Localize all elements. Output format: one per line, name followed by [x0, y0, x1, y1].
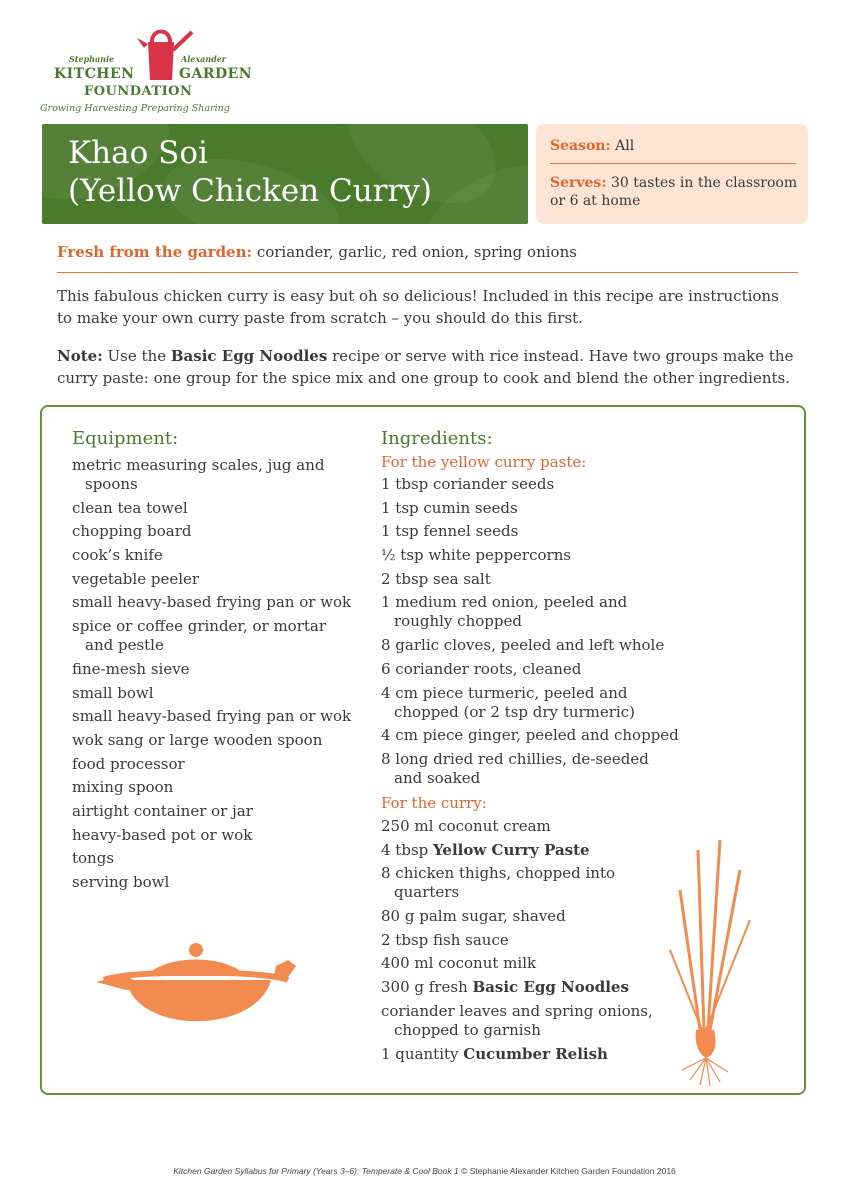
list-item: airtight container or jar [72, 801, 253, 820]
season-value: All [615, 138, 635, 154]
serves-value: 30 tastes in the classroom or 6 at home [550, 175, 798, 209]
wok-illustration [96, 940, 296, 1040]
page-title [68, 134, 432, 210]
list-item: tongs [72, 849, 115, 868]
ingredients-heading: Ingredients: [381, 428, 493, 449]
list-item: 6 coriander roots, cleaned [381, 659, 582, 678]
list-item: 1 tsp cumin seeds [381, 498, 518, 517]
note-paragraph [57, 345, 797, 389]
footer-copyright: © Stephanie Alexander Kitchen Garden Foundation 2016 [461, 1166, 676, 1176]
ingredient-text: coriander leaves and spring onions, chopped to garnish [381, 1001, 653, 1039]
ingredient-text: 1 quantity [381, 1044, 464, 1063]
ingredient-text: 400 ml coconut milk [381, 954, 537, 973]
logo-text-stephanie: Stephanie [69, 54, 115, 64]
ingredient-recipe-link-text: Cucumber Relish [463, 1044, 608, 1063]
footer [0, 1166, 849, 1176]
logo-text-kitchen: KITCHEN [54, 66, 135, 82]
list-item: chopping board [72, 522, 192, 541]
list-item [381, 817, 681, 836]
curry-ingredients-list [381, 817, 681, 1068]
list-item: food processor [72, 754, 185, 773]
ingredient-text: 8 chicken thighs, chopped into quarters [381, 864, 616, 902]
season-serves-box [536, 124, 808, 224]
list-item: small bowl [72, 683, 154, 702]
list-item: spice or coffee grinder, or mortar and pestle [72, 617, 327, 655]
season-row [550, 138, 634, 154]
list-item: 1 medium red onion, peeled and roughly chopped [381, 593, 628, 631]
list-item: heavy-based pot or wok [72, 825, 253, 844]
title-banner [42, 124, 528, 224]
footer-book: Kitchen Garden Syllabus for Primary (Years 3–6): Temperate & Cool Book 1 [173, 1166, 459, 1176]
list-item [381, 841, 681, 860]
note-bold: Basic Egg Noodles [170, 347, 328, 365]
fresh-from-garden [57, 243, 577, 261]
list-item: clean tea towel [72, 498, 188, 517]
curry-heading: For the curry: [381, 794, 487, 812]
foundation-logo [40, 22, 270, 122]
list-item: 4 cm piece ginger, peeled and chopped [381, 726, 679, 745]
ingredient-text: 4 tbsp [381, 840, 434, 859]
note-label: Note: [57, 347, 103, 365]
list-item: metric measuring scales, jug and spoons [72, 456, 325, 493]
list-item: 8 garlic cloves, peeled and left whole [381, 636, 665, 655]
equipment-heading: Equipment: [72, 428, 179, 449]
list-item: wok sang or large wooden spoon [72, 730, 323, 749]
divider [57, 272, 798, 273]
list-item [381, 931, 681, 950]
list-item: 8 long dried red chillies, de-seeded and soaked [381, 749, 649, 787]
ingredient-text: 2 tbsp fish sauce [381, 930, 509, 949]
note-post: recipe or serve with rice instead. Have two groups make the curry paste: one group for the spice mix and one group to cook and blend the other ingredients. [57, 347, 794, 387]
ingredient-recipe-link-text: Yellow Curry Paste [433, 840, 590, 859]
serves-row [550, 174, 800, 210]
note-pre: Use the [107, 347, 167, 365]
list-item: ½ tsp white peppercorns [381, 546, 572, 565]
list-item: 2 tbsp sea salt [381, 569, 491, 588]
list-item: vegetable peeler [72, 569, 200, 588]
list-item: 4 cm piece turmeric, peeled and chopped (or 2 tsp dry turmeric) [381, 683, 635, 721]
list-item: small heavy-based frying pan or wok [72, 707, 352, 726]
equipment-list [72, 456, 357, 897]
divider [550, 163, 796, 164]
paste-heading: For the yellow curry paste: [381, 453, 587, 471]
list-item [381, 1002, 681, 1040]
list-item: fine-mesh sieve [72, 659, 190, 678]
serves-label: Serves: [550, 175, 607, 191]
logo-text-alexander: Alexander [181, 54, 227, 64]
ingredient-text: 250 ml coconut cream [381, 817, 551, 835]
logo-tagline: Growing Harvesting Preparing Sharing [40, 103, 230, 114]
list-item: serving bowl [72, 873, 170, 891]
list-item: 1 tbsp coriander seeds [381, 475, 555, 493]
list-item [381, 907, 681, 926]
list-item: 1 tsp fennel seeds [381, 522, 519, 541]
fresh-value: coriander, garlic, red onion, spring onions [256, 243, 577, 261]
list-item: small heavy-based frying pan or wok [72, 593, 352, 612]
spring-onion-illustration [660, 830, 760, 1090]
list-item: mixing spoon [72, 778, 174, 797]
list-item: cook’s knife [72, 546, 163, 565]
fresh-label: Fresh from the garden: [57, 243, 253, 261]
logo-text-foundation: FOUNDATION [84, 84, 193, 99]
list-item [381, 864, 681, 902]
ingredient-text: 80 g palm sugar, shaved [381, 907, 566, 926]
list-item [381, 978, 681, 997]
season-label: Season: [550, 138, 611, 154]
title-line-2: (Yellow Chicken Curry) [68, 173, 432, 209]
paste-ingredients-list [381, 475, 681, 793]
ingredient-text: 300 g fresh [381, 978, 473, 997]
ingredient-recipe-link-text: Basic Egg Noodles [472, 978, 629, 997]
title-line-1: Khao Soi [68, 135, 208, 171]
intro-paragraph: This fabulous chicken curry is easy but oh so delicious! Included in this recipe are instructions to make your own curry paste from scratch – you should do this first. [57, 287, 779, 327]
list-item [381, 954, 681, 973]
logo-text-garden: GARDEN [179, 66, 253, 82]
list-item [381, 1045, 681, 1064]
